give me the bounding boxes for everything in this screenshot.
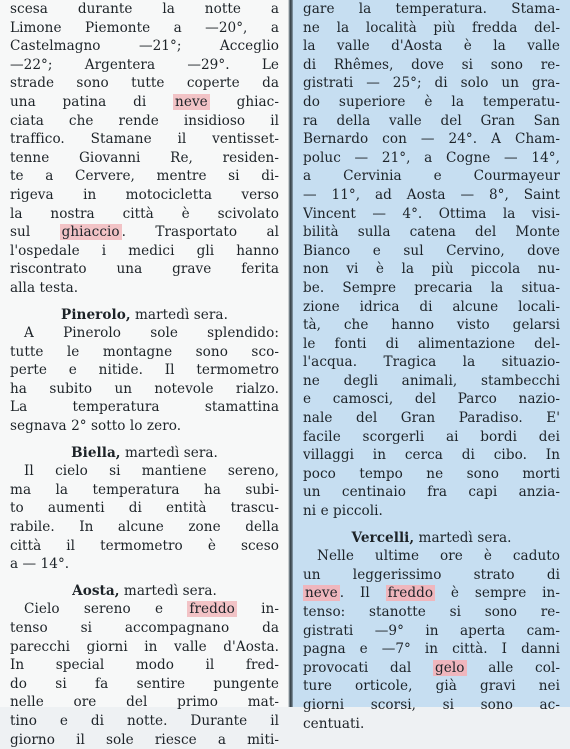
text-line [303, 715, 560, 734]
line-text: traffico. Stamane il ventisset- [10, 131, 279, 148]
line-text: tutte le montagne sono sco- [10, 343, 279, 360]
line-text: martedì sera. [119, 582, 217, 599]
dateline-city: Vercelli, [351, 529, 415, 546]
line-text: bilità sulla catena del Monte [303, 224, 560, 241]
line-text: città il termometro è sceso [10, 537, 279, 554]
line-text: Il cielo si mantiene sereno, [24, 463, 279, 480]
text-line [303, 659, 560, 678]
text-line [303, 428, 560, 447]
line-text: ciata che rende insidioso il [10, 112, 279, 129]
highlighted-word: neve [305, 585, 338, 602]
line-text: Castelmagno —21°; Acceglio [10, 38, 279, 55]
text-line [10, 74, 279, 93]
text-line [303, 603, 560, 622]
text-line [303, 446, 560, 465]
line-text: a Cervinia e Courmayeur [303, 168, 560, 185]
line-text: nale del Gran Paradiso. E' [303, 410, 560, 427]
line-text: martedì sera. [120, 444, 218, 461]
line-text: riscontrato una grave ferita [10, 261, 279, 278]
line-text: nelle ore del primo mat- [10, 694, 279, 711]
line-text: giorno il sole riesce a miti- [10, 731, 279, 748]
text-line [10, 417, 279, 436]
line-text: ra della valle del Gran San [303, 112, 560, 129]
text-line [303, 372, 560, 391]
text-line [10, 518, 279, 537]
line-text: ture orticole, già gravi nei [303, 678, 560, 695]
text-line [10, 361, 279, 380]
text-line [303, 483, 560, 502]
line-text: le fonti di alimentazione del- [303, 335, 560, 352]
text-line [10, 37, 279, 56]
text-line [303, 566, 560, 585]
line-text: tenso si accompagnano da [10, 620, 279, 636]
text-line [10, 56, 279, 75]
text-line [10, 223, 279, 242]
line-text: . Il [339, 585, 386, 602]
line-text: strade sono tutte coperte da [10, 75, 279, 92]
line-text: Nelle ultime ore è caduto [317, 548, 560, 565]
text-line [303, 167, 560, 186]
line-text: a — 14°. [10, 556, 70, 573]
line-text: sul [10, 224, 60, 241]
line-text: villaggi in cerca di cibo. In [303, 447, 560, 464]
section-gap [10, 436, 279, 444]
text-line [10, 555, 279, 574]
line-text: do si fa sentire pungente [10, 675, 279, 692]
highlighted-word: freddo [387, 585, 434, 602]
text-line [303, 465, 560, 484]
line-text: di Rhêmes, dove si sono re- [303, 56, 560, 73]
text-line [303, 260, 560, 279]
line-text: La temperatura stamattina [10, 399, 279, 416]
text-line [303, 390, 560, 409]
line-text: parecchi giorni in valle d'Aosta. [10, 638, 279, 655]
line-text: una patina di [10, 93, 174, 110]
line-text: Bianco e sul Cervino, dove [303, 242, 560, 259]
line-text: gistrati —9° in aperta cam- [303, 622, 560, 639]
line-text: non vi è la più piccola nu- [303, 261, 560, 278]
text-line [303, 353, 560, 372]
dateline-city: Biella, [71, 444, 121, 461]
highlighted-word: ghiaccio [61, 224, 120, 241]
text-line [303, 677, 560, 696]
line-text: martedì sera. [130, 306, 228, 323]
line-text: in- [236, 601, 279, 618]
text-line [10, 324, 279, 343]
text-line [10, 731, 279, 749]
line-text: poluc — 21°, a Cogne — 14°, [303, 149, 560, 166]
text-line [303, 584, 560, 603]
line-text: be. Sempre precaria la situa- [303, 279, 560, 296]
line-text: segnava 2° sotto lo zero. [10, 418, 182, 435]
line-text: facile scorgerli ai bordi dei [303, 428, 560, 445]
dateline [10, 306, 279, 325]
line-text: ma la temperatura ha subi- [10, 481, 279, 498]
line-text: è sempre in- [435, 585, 560, 602]
text-line [303, 223, 560, 242]
text-line [303, 19, 560, 38]
line-text: ha subito un notevole rialzo. [10, 380, 279, 397]
line-text: martedì sera. [414, 529, 512, 546]
line-text: la nostra città è scivolato [10, 205, 279, 222]
text-line [303, 0, 560, 19]
text-line [303, 130, 560, 149]
dateline [10, 582, 279, 601]
text-line [303, 186, 560, 205]
line-text: alle col- [466, 659, 560, 676]
line-text: Limone Piemonte a —20°, a [10, 19, 279, 36]
line-text: perte e nitide. Il termometro [10, 362, 279, 379]
text-line [10, 656, 279, 675]
line-text: zione idrica di alcune locali- [303, 298, 560, 315]
text-line [10, 186, 279, 205]
line-text: ghiac- [209, 93, 279, 110]
text-line [10, 343, 279, 362]
text-line [303, 696, 560, 715]
text-line [10, 481, 279, 500]
line-text: Bernardo con — 24°. A Cham- [303, 131, 560, 148]
section-gap [10, 298, 279, 306]
text-line [10, 205, 279, 224]
text-line [303, 149, 560, 168]
line-text: tà, che hanno visto gelarsi [303, 317, 560, 334]
text-line [303, 316, 560, 335]
line-text: pagna e —7° in città. I danni [303, 641, 560, 658]
line-text: . Trasportato al [121, 224, 279, 241]
line-text: rabile. In alcune zone della [10, 519, 279, 536]
text-line [303, 205, 560, 224]
text-line [10, 242, 279, 261]
text-line [10, 19, 279, 38]
text-line [303, 640, 560, 659]
text-line [303, 279, 560, 298]
text-line [303, 335, 560, 354]
line-text: to aumenti di entità trascu- [10, 500, 279, 517]
text-line [10, 130, 279, 149]
text-line [10, 149, 279, 168]
text-line [10, 600, 279, 619]
line-text: alla testa. [10, 279, 79, 296]
line-text: te a Cervere, mentre si di- [10, 168, 279, 185]
text-line [10, 537, 279, 556]
text-line [303, 502, 560, 521]
highlighted-word: gelo [435, 659, 465, 676]
line-text: ne degli animali, stambecchi [303, 372, 560, 389]
line-text: la valle d'Aosta è la valle [303, 38, 560, 55]
dateline [10, 444, 279, 463]
line-text: un leggerissimo strato di [303, 566, 560, 583]
line-text: do superiore è la temperatu- [303, 93, 560, 110]
dateline-city: Pinerolo, [61, 306, 131, 323]
text-line [10, 0, 279, 19]
text-line [10, 675, 279, 694]
line-text: ni e piccoli. [303, 503, 383, 520]
highlighted-word: neve [175, 93, 208, 110]
text-line [10, 462, 279, 481]
section-gap [303, 521, 560, 529]
line-text: In special modo il fred- [10, 657, 279, 674]
line-text: Cielo sereno e [24, 601, 188, 618]
dateline [303, 529, 560, 548]
text-line [303, 37, 560, 56]
text-line [10, 112, 279, 131]
line-text: A Pinerolo sole splendido: [24, 325, 279, 342]
line-text: poco tempo ne sono morti [303, 465, 560, 482]
text-line [10, 619, 279, 638]
line-text: Vincent — 4°. Ottima la visi- [303, 205, 560, 222]
line-text: tino e di notte. Durante il [10, 712, 279, 729]
line-text: e camosci, del Parco nazio- [303, 391, 560, 408]
line-text: scesa durante la notte a [10, 1, 279, 17]
text-line [303, 547, 560, 566]
line-text: gistrati — 25°; di solo un gra- [303, 75, 560, 92]
text-line [303, 112, 560, 131]
line-text: l'acqua. Tragica la situazio- [303, 354, 560, 371]
text-line [303, 298, 560, 317]
text-line [10, 260, 279, 279]
dateline-city: Aosta, [72, 582, 120, 599]
line-text: tenne Giovanni Re, residen- [10, 149, 279, 166]
text-line [10, 712, 279, 731]
right-column [293, 0, 570, 732]
text-line [10, 93, 279, 112]
line-text: l'ospedale i medici gli hanno [10, 242, 279, 259]
text-line [10, 398, 279, 417]
text-line [303, 74, 560, 93]
text-line [10, 638, 279, 657]
section-gap [10, 574, 279, 582]
line-text: un centinaio fra capi anzia- [303, 484, 560, 501]
line-text: tenso: stanotte si sono re- [303, 604, 560, 620]
line-text: —22°; Argentera —29°. Le [10, 56, 279, 73]
line-text: — 11°, ad Aosta — 8°, Saint [303, 186, 560, 203]
highlighted-word: freddo [189, 601, 235, 618]
text-line [303, 93, 560, 112]
line-text: rigeva in motocicletta verso [10, 186, 279, 203]
text-line [303, 622, 560, 641]
text-line [10, 499, 279, 518]
text-line [10, 693, 279, 712]
text-line [303, 409, 560, 428]
text-line [10, 380, 279, 399]
text-line [10, 279, 279, 298]
line-text: giorni scorsi, si sono ac- [303, 696, 560, 713]
text-line [10, 167, 279, 186]
line-text: ne la località più fredda del- [303, 19, 560, 36]
line-text: centuati. [303, 715, 365, 732]
line-text: gare la temperatura. Stama- [303, 1, 560, 17]
text-line [303, 242, 560, 261]
line-text: provocati dal [303, 659, 434, 676]
text-line [303, 56, 560, 75]
